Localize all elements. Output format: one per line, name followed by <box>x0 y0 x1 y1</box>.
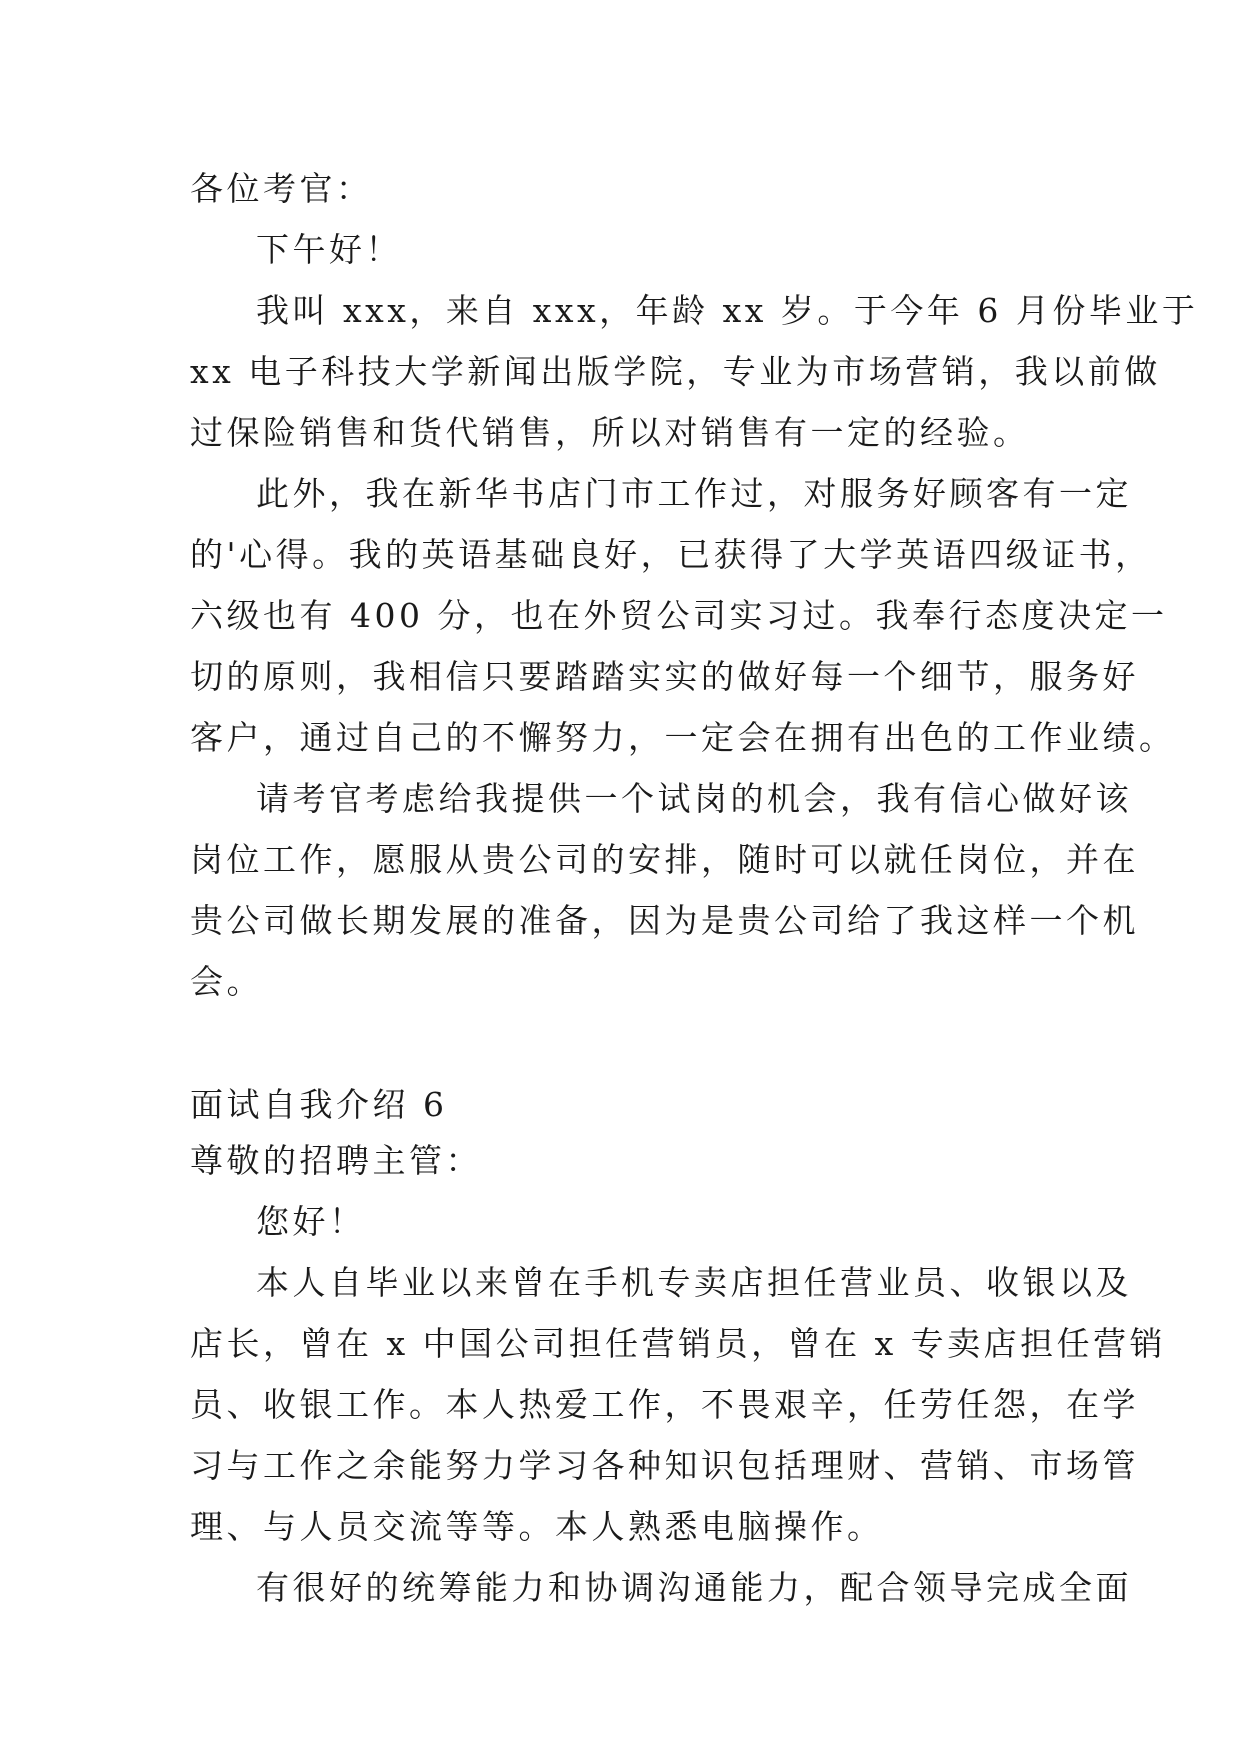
document-page <box>190 158 1199 1618</box>
paragraph <box>190 768 1139 1012</box>
paragraph-line: 六级也有 400 分，也在外贸公司实习过。我奉行态度决定一 <box>190 596 1168 635</box>
salutation: 尊敬的招聘主管： <box>190 1141 482 1180</box>
paragraph <box>190 1252 1167 1557</box>
paragraph-line: 的'心得。我的英语基础良好，已获得了大学英语四级证书， <box>190 535 1152 574</box>
paragraph-line: 请考官考虑给我提供一个试岗的机会，我有信心做好该 <box>256 779 1132 818</box>
greeting: 您好！ <box>256 1202 366 1241</box>
paragraph-line: 此外，我在新华书店门市工作过，对服务好顾客有一定 <box>256 474 1132 513</box>
section-title: 面试自我介绍 6 <box>190 1085 448 1124</box>
paragraph-line: 有很好的统筹能力和协调沟通能力，配合领导完成全面 <box>256 1568 1132 1607</box>
paragraph-line: xx 电子科技大学新闻出版学院，专业为市场营销，我以前做 <box>190 352 1161 391</box>
paragraph-line: 习与工作之余能努力学习各种知识包括理财、营销、市场管 <box>190 1446 1139 1485</box>
paragraph-line: 会。 <box>190 962 263 1001</box>
section-gap <box>190 1012 1060 1080</box>
paragraph-line: 过保险销售和货代销售，所以对销售有一定的经验。 <box>190 413 1030 452</box>
paragraph-line: 客户，通过自己的不懈努力，一定会在拥有出色的工作业绩。 <box>190 718 1176 757</box>
paragraph-line: 员、收银工作。本人热爱工作，不畏艰辛，任劳任怨，在学 <box>190 1385 1139 1424</box>
paragraph <box>190 1557 1132 1618</box>
salutation: 各位考官： <box>190 169 373 208</box>
paragraph <box>190 463 1176 768</box>
paragraph-line: 理、与人员交流等等。本人熟悉电脑操作。 <box>190 1507 884 1546</box>
paragraph-line: 店长，曾在 x 中国公司担任营销员，曾在 x 专卖店担任营销 <box>190 1324 1167 1363</box>
paragraph-line: 切的原则，我相信只要踏踏实实的做好每一个细节，服务好 <box>190 657 1139 696</box>
paragraph <box>190 280 1199 463</box>
paragraph-line: 贵公司做长期发展的准备，因为是贵公司给了我这样一个机 <box>190 901 1139 940</box>
paragraph-line: 我叫 xxx，来自 xxx，年龄 xx 岁。于今年 6 月份毕业于 <box>256 291 1199 330</box>
greeting: 下午好！ <box>256 230 402 269</box>
paragraph-line: 本人自毕业以来曾在手机专卖店担任营业员、收银以及 <box>256 1263 1132 1302</box>
paragraph-line: 岗位工作，愿服从贵公司的安排，随时可以就任岗位，并在 <box>190 840 1139 879</box>
